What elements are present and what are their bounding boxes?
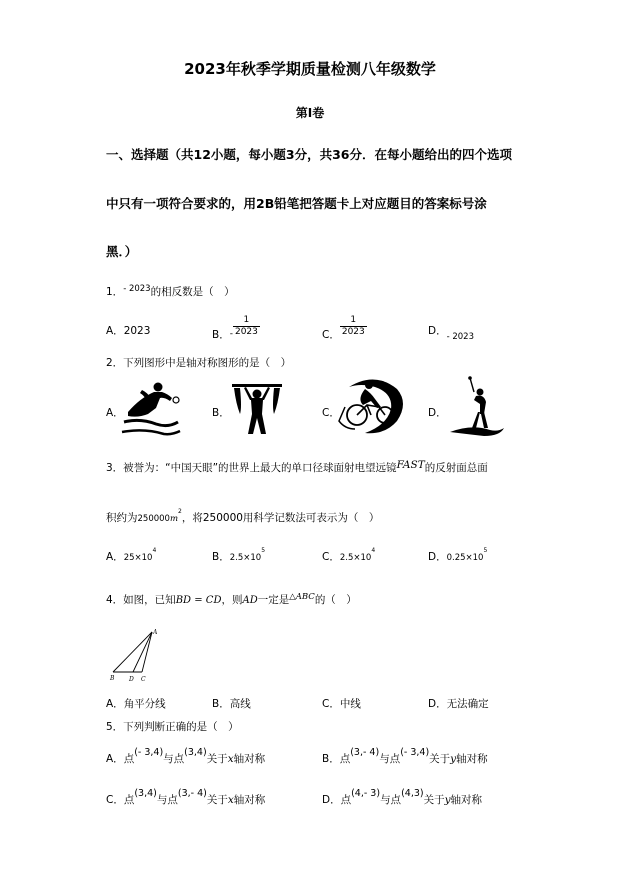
axis-name: y bbox=[450, 753, 457, 765]
option-base: 0.25×10 bbox=[446, 553, 484, 563]
point-1: (3,4) bbox=[134, 788, 157, 799]
q3-option-c[interactable] bbox=[322, 549, 375, 564]
q1-option-b[interactable] bbox=[212, 315, 260, 341]
q2-option-d-label[interactable]: D． bbox=[428, 407, 447, 419]
q3-fast: FAST bbox=[396, 459, 425, 471]
question-5: 5．下列判断正确的是（ ） bbox=[106, 721, 239, 733]
volleyball-player-icon bbox=[120, 378, 182, 436]
question-3-line2 bbox=[106, 510, 379, 525]
q4-option-d[interactable] bbox=[428, 696, 489, 711]
q2-option-a-label[interactable]: A． bbox=[106, 407, 124, 419]
option-label: D． bbox=[428, 551, 447, 563]
point-2: (3,- 4) bbox=[177, 788, 207, 799]
fraction bbox=[233, 315, 260, 338]
q1-number: 1． bbox=[106, 286, 124, 298]
q5-option-b[interactable] bbox=[322, 747, 488, 766]
point-2: (4,3) bbox=[401, 788, 424, 799]
option-label: B． bbox=[212, 328, 230, 341]
option-value: 2023 bbox=[123, 325, 151, 337]
option-label: C． bbox=[322, 328, 340, 341]
option-label: B． bbox=[212, 698, 230, 710]
axis-name: x bbox=[227, 794, 234, 806]
option-value: - 2023 bbox=[446, 332, 474, 342]
q3-line2-pre: 积约为 bbox=[106, 512, 138, 524]
option-value: 中线 bbox=[339, 698, 361, 710]
option-label: D． bbox=[322, 794, 341, 806]
option-exp: 5 bbox=[483, 547, 488, 554]
axis-name: x bbox=[227, 753, 234, 765]
option-value: 角平分线 bbox=[123, 698, 166, 710]
option-label: C． bbox=[106, 794, 124, 806]
section1-line3: 黑．） bbox=[106, 244, 138, 259]
exam-title: 2023年秋季学期质量检测八年级数学 bbox=[184, 60, 436, 78]
question-2: 2．下列图形中是轴对称图形的是（ ） bbox=[106, 357, 292, 369]
option-text: 轴对称 bbox=[450, 794, 483, 806]
q3-option-a[interactable] bbox=[106, 549, 156, 564]
option-exp: 4 bbox=[152, 547, 157, 554]
vertex-label-d: D bbox=[129, 676, 134, 683]
option-exp: 4 bbox=[371, 547, 376, 554]
q5-option-d[interactable] bbox=[322, 788, 483, 807]
option-label: A． bbox=[106, 698, 124, 710]
option-text: 点 bbox=[123, 753, 135, 765]
q3-text-post: 的反射面总面 bbox=[424, 462, 488, 474]
option-exp: 5 bbox=[261, 547, 266, 554]
numerator: 1 bbox=[340, 315, 367, 327]
option-value: 无法确定 bbox=[446, 698, 489, 710]
option-text: 关于 bbox=[423, 794, 445, 806]
q1-text: 的相反数是（ ） bbox=[150, 286, 235, 298]
option-text: 与点 bbox=[379, 753, 401, 765]
q3-option-b[interactable] bbox=[212, 549, 265, 564]
q4-option-c[interactable] bbox=[322, 696, 361, 711]
option-text: 点 bbox=[340, 794, 352, 806]
minus-sign: - bbox=[229, 328, 233, 339]
golfer-icon bbox=[444, 376, 506, 440]
denominator: 2023 bbox=[341, 327, 365, 337]
option-label: A． bbox=[106, 551, 124, 563]
option-text: 关于 bbox=[429, 753, 451, 765]
option-base: 2.5×10 bbox=[229, 553, 262, 563]
option-label: A． bbox=[106, 325, 124, 337]
option-label: C． bbox=[322, 551, 340, 563]
question-1 bbox=[106, 284, 235, 299]
q3-area-unit: m bbox=[169, 514, 179, 524]
q4-option-b[interactable] bbox=[212, 696, 251, 711]
option-label: C． bbox=[322, 698, 340, 710]
point-2: (- 3,4) bbox=[400, 747, 430, 758]
q4-triangle: △ABC bbox=[289, 592, 315, 602]
option-text: 与点 bbox=[380, 794, 402, 806]
option-text: 轴对称 bbox=[456, 753, 488, 765]
q4-segment: AD bbox=[242, 595, 258, 606]
section1-line1: 一、选择题（共12小题，每小题3分，共36分．在每小题给出的四个选项 bbox=[106, 147, 512, 162]
option-label: B． bbox=[322, 753, 340, 765]
point-1: (3,- 4) bbox=[350, 747, 380, 758]
q4-text-mid: ，则 bbox=[221, 594, 243, 606]
vertex-label-c: C bbox=[141, 676, 146, 683]
option-label: D． bbox=[428, 325, 447, 337]
point-2: (3,4) bbox=[184, 747, 207, 758]
option-label: B． bbox=[212, 551, 230, 563]
option-base: 25×10 bbox=[123, 553, 153, 563]
denominator: 2023 bbox=[234, 327, 258, 337]
option-text: 轴对称 bbox=[233, 753, 266, 765]
q3-option-d[interactable] bbox=[428, 549, 487, 564]
q1-option-c[interactable] bbox=[322, 315, 367, 341]
q4-text-pre: 4．如图，已知 bbox=[106, 594, 176, 606]
q3-area-value: 250000 bbox=[137, 514, 170, 524]
fraction bbox=[340, 315, 367, 338]
cyclist-icon bbox=[335, 377, 407, 439]
option-text: 关于 bbox=[206, 794, 228, 806]
q3-area-exp: 2 bbox=[178, 508, 182, 515]
q1-option-d[interactable] bbox=[428, 323, 474, 342]
q4-text-post: 的（ ） bbox=[314, 594, 357, 606]
option-value: 高线 bbox=[229, 698, 251, 710]
q4-option-a[interactable] bbox=[106, 696, 166, 711]
q1-expression: - 2023 bbox=[123, 284, 151, 294]
option-label: A． bbox=[106, 753, 124, 765]
vertex-label-b: B bbox=[110, 675, 115, 682]
option-text: 与点 bbox=[163, 753, 185, 765]
vertex-label-a: A bbox=[153, 629, 158, 636]
option-label: D． bbox=[428, 698, 447, 710]
option-base: 2.5×10 bbox=[339, 553, 372, 563]
q5-option-c[interactable] bbox=[106, 788, 266, 807]
question-3-line1 bbox=[106, 460, 488, 475]
q1-option-a[interactable] bbox=[106, 323, 150, 338]
point-1: (4,- 3) bbox=[351, 788, 381, 799]
q3-line2-post: ，将250000用科学记数法可表示为（ ） bbox=[181, 512, 380, 524]
q2-option-c-label[interactable]: C． bbox=[322, 407, 340, 419]
option-text: 点 bbox=[123, 794, 135, 806]
option-text: 点 bbox=[339, 753, 351, 765]
triangle-figure bbox=[110, 626, 166, 684]
point-1: (- 3,4) bbox=[134, 747, 164, 758]
axis-name: y bbox=[444, 794, 451, 806]
q4-condition: BD = CD bbox=[175, 595, 222, 606]
option-text: 轴对称 bbox=[233, 794, 266, 806]
option-text: 与点 bbox=[156, 794, 178, 806]
volume-heading: 第Ⅰ卷 bbox=[295, 106, 325, 120]
q2-option-b-label[interactable]: B． bbox=[212, 407, 230, 419]
q4-text-mid2: 一定是 bbox=[257, 594, 290, 606]
option-text: 关于 bbox=[206, 753, 228, 765]
numerator: 1 bbox=[233, 315, 260, 327]
q5-option-a[interactable] bbox=[106, 747, 266, 766]
q3-text-pre: 3．被誉为：“中国天眼”的世界上最大的单口径球面射电望远镜 bbox=[106, 462, 397, 474]
section1-line2: 中只有一项符合要求的，用2B铅笔把答题卡上对应题目的答案标号涂 bbox=[106, 196, 487, 211]
question-4 bbox=[106, 592, 357, 607]
weightlifter-icon bbox=[232, 378, 282, 438]
